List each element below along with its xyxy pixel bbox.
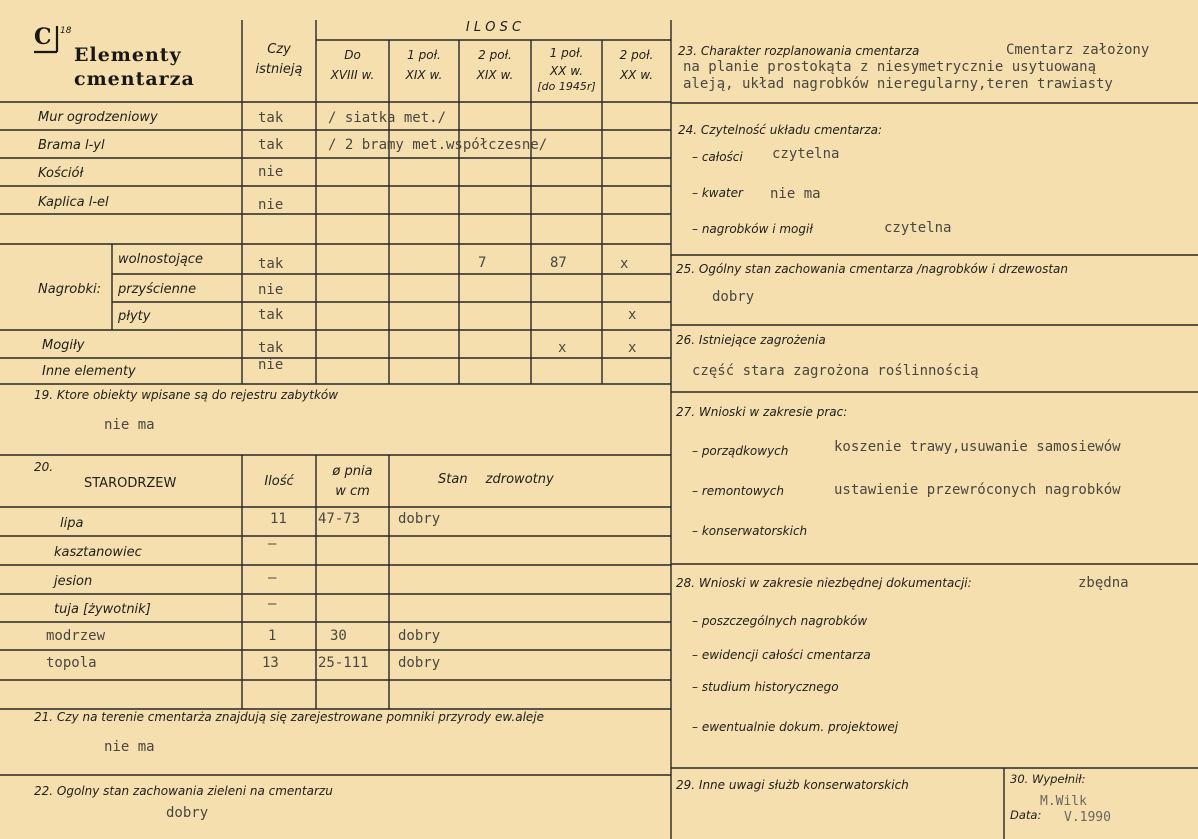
q26-label: 26. Istniejące zagrożenia (676, 333, 826, 347)
period-3-l2: XIX w. (476, 68, 514, 82)
row-mur-exists: tak (258, 110, 284, 126)
period-2-l1: 1 poł. (407, 48, 441, 62)
q25-answer: dobry (712, 289, 755, 305)
q27-rem-label: – remontowych (692, 484, 784, 498)
row-kaplica-label: Kaplica l-el (38, 195, 109, 210)
q30-label: 30. Wypełnił: (1010, 772, 1086, 786)
card-letter: C (34, 24, 53, 50)
title-line2: cmentarza (74, 68, 195, 90)
q19-label: 19. Ktore obiekty wpisane są do rejestru zabytków (34, 388, 339, 402)
row-przyscienne-exists: nie (258, 282, 284, 298)
tree-row-2-count: – (268, 536, 277, 552)
q20-col-diam2: w cm (335, 484, 370, 499)
row-inne-exists: nie (258, 357, 284, 373)
q30-date: V.1990 (1064, 810, 1111, 825)
row-mogily-c4: x (558, 340, 567, 356)
q20-col-diam1: ø pnia (332, 464, 373, 479)
q24-calosci-label: – całości (692, 150, 743, 164)
row-przyscienne-label: przyścienne (118, 282, 197, 297)
tree-row-5-name: modrzew (46, 628, 106, 644)
q23-line3: aleją, układ nagrobków nieregularny,teren trawiasty (683, 76, 1113, 92)
row-brama-note: / 2 bramy met.współczesne/ (328, 137, 548, 153)
period-5-l2: XX w. (619, 68, 654, 82)
q23-label: 23. Charakter rozplanowania cmentarza (678, 44, 920, 58)
row-plyty-label: płyty (118, 309, 151, 324)
q19-answer: nie ma (104, 417, 155, 433)
row-inne-label: Inne elementy (42, 364, 136, 379)
q28-item-1: – poszczególnych nagrobków (692, 614, 868, 628)
row-plyty-exists: tak (258, 307, 284, 323)
q24-label: 24. Czytelność układu cmentarza: (678, 123, 883, 137)
row-kaplica-exists: nie (258, 197, 284, 213)
row-plyty-c5: x (628, 307, 637, 323)
q20-col-state: Stan zdrowotny (438, 472, 554, 487)
q26-answer: część stara zagrożona roślinnością (692, 363, 979, 379)
card-superscript: 18 (60, 26, 72, 36)
row-kosciol-label: Kościół (38, 166, 84, 181)
row-wolnostojace-c3: 7 (478, 255, 487, 271)
q20-title: STARODRZEW (84, 476, 177, 491)
period-1-l1: Do (344, 48, 361, 62)
tree-row-4-name: tuja [żywotnik] (54, 602, 151, 617)
row-wolnostojace-exists: tak (258, 256, 284, 272)
q27-label: 27. Wnioski w zakresie prac: (676, 405, 848, 419)
q24-nagrobkow-label: – nagrobków i mogił (692, 222, 813, 236)
row-kosciol-exists: nie (258, 164, 284, 180)
q27-kons-label: – konserwatorskich (692, 524, 808, 538)
tree-row-1-diam: 47-73 (318, 511, 361, 527)
ilosc-label: I L O S C (465, 20, 522, 35)
col-exists-l1: Czy (267, 42, 291, 57)
tree-row-6-state: dobry (398, 655, 441, 671)
q24-calosci: czytelna (772, 146, 840, 162)
row-mur-label: Mur ogrodzeniowy (38, 110, 158, 125)
col-exists-l2: istnieją (255, 62, 303, 77)
q22-label: 22. Ogolny stan zachowania zieleni na cmentarzu (34, 784, 333, 798)
tree-row-6-name: topola (46, 655, 97, 671)
q27-rem: ustawienie przewróconych nagrobków (834, 482, 1121, 498)
q28-item-3: – studium historycznego (692, 680, 839, 694)
q28-item-2: – ewidencji całości cmentarza (692, 648, 871, 662)
q30-date-label: Data: (1010, 808, 1042, 822)
q27-porz-label: – porządkowych (692, 444, 789, 458)
q30-name: M.Wilk (1040, 794, 1087, 809)
row-mogily-exists: tak (258, 340, 284, 356)
tree-row-6-count: 13 (262, 655, 279, 671)
q23-line2: na planie prostokąta z niesymetrycznie usytuowaną (683, 59, 1097, 75)
title-line1: Elementy (74, 44, 182, 66)
tree-row-2-name: kasztanowiec (54, 545, 142, 560)
q28-item-4: – ewentualnie dokum. projektowej (692, 720, 899, 734)
tree-row-5-count: 1 (268, 628, 277, 644)
tree-row-5-diam: 30 (330, 628, 347, 644)
period-4-l1: 1 poł. (549, 46, 584, 60)
row-wolnostojace-label: wolnostojące (118, 252, 203, 267)
tree-row-5-state: dobry (398, 628, 441, 644)
tree-row-4-count: – (268, 596, 277, 612)
row-wolnostojace-c4: 87 (550, 255, 567, 271)
period-5-l1: 2 poł. (619, 48, 654, 62)
q20-num: 20. (34, 460, 54, 474)
q24-kwater-label: – kwater (692, 186, 743, 200)
tree-row-1-state: dobry (398, 511, 441, 527)
row-wolnostojace-c5: x (620, 256, 629, 272)
tree-row-1-count: 11 (270, 511, 287, 527)
q24-kwater: nie ma (770, 186, 821, 202)
tree-row-1-name: lipa (60, 516, 84, 531)
row-brama-label: Brama l-yl (38, 138, 105, 153)
q28-label: 28. Wnioski w zakresie niezbędnej dokumentacji: (676, 576, 972, 590)
row-mur-note: / siatka met./ (328, 110, 447, 126)
period-2-l2: XIX w. (405, 68, 443, 82)
q24-nagrobkow: czytelna (884, 220, 952, 236)
row-brama-exists: tak (258, 137, 284, 153)
q20-col-count: Ilość (264, 474, 294, 489)
q28-answer: zbędna (1078, 575, 1129, 591)
period-4-l3: [do 1945r] (537, 80, 596, 93)
nagrobki-label: Nagrobki: (38, 282, 102, 297)
tree-row-3-count: – (268, 570, 277, 586)
period-3-l1: 2 poł. (478, 48, 512, 62)
q29-label: 29. Inne uwagi służb konserwatorskich (676, 778, 909, 792)
row-mogily-c5: x (628, 340, 637, 356)
period-4-l2: XX w. (549, 64, 584, 78)
tree-row-6-diam: 25-111 (318, 655, 369, 671)
period-1-l2: XVIII w. (330, 68, 375, 82)
row-mogily-label: Mogiły (42, 338, 85, 353)
q25-label: 25. Ogólny stan zachowania cmentarza /nagrobków i drzewostan (676, 262, 1068, 276)
q27-porz: koszenie trawy,usuwanie samosiewów (834, 439, 1121, 455)
q21-label: 21. Czy na terenie cmentarża znajdują się zarejestrowane pomniki przyrody ew.aleje (34, 710, 545, 724)
q21-answer: nie ma (104, 739, 155, 755)
q22-answer: dobry (166, 805, 209, 821)
q23-line1: Cmentarz założony (1006, 42, 1150, 58)
tree-row-3-name: jesion (54, 574, 93, 589)
